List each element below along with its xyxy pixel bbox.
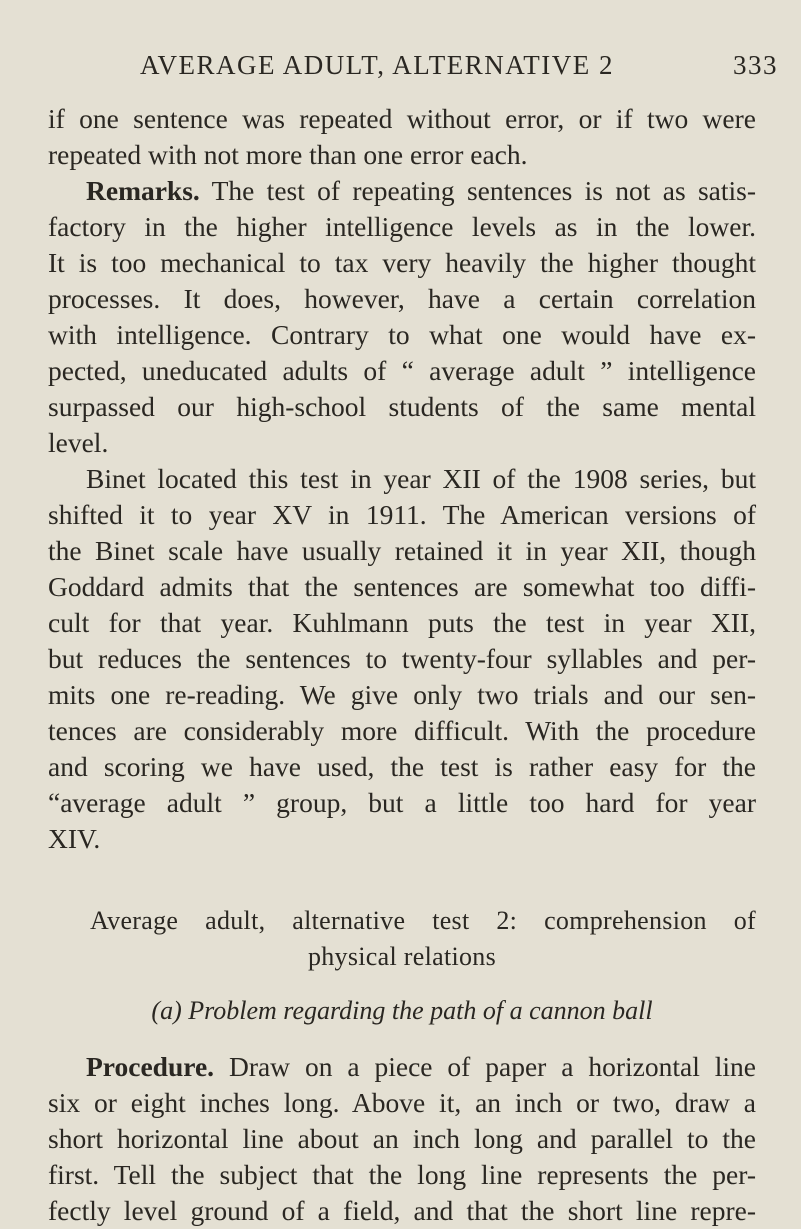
text-line: pected, uneducated adults of “ average adult ” intelligence xyxy=(48,355,756,386)
text-line: with intelligence. Contrary to what one would have ex- xyxy=(48,319,756,350)
text-line: surpassed our high-school students of the same mental xyxy=(48,391,756,422)
text-line: level. xyxy=(48,427,109,458)
text-line: Goddard admits that the sentences are somewhat too diffi- xyxy=(48,571,756,602)
text-line: “average adult ” group, but a little too hard for year xyxy=(48,787,756,818)
text-line: first. Tell the subject that the long line represents the per- xyxy=(48,1159,756,1190)
text-line: short horizontal line about an inch long and parallel to the xyxy=(48,1123,756,1154)
text-line: processes. It does, however, have a certain correlation xyxy=(48,283,756,314)
text-line: but reduces the sentences to twenty-four syllables and per- xyxy=(48,643,756,674)
text-line: cult for that year. Kuhlmann puts the test in year XII, xyxy=(48,607,756,638)
section-subheading: (a) Problem regarding the path of a cannon ball xyxy=(151,996,653,1025)
text-line: the Binet scale have usually retained it in year XII, though xyxy=(48,535,756,566)
text-line: repeated with not more than one error each. xyxy=(48,139,528,170)
running-head-title: AVERAGE ADULT, ALTERNATIVE 2 xyxy=(140,50,615,80)
text-line: factory in the higher intelligence levels as in the lower. xyxy=(48,211,756,242)
text-line: Binet located this test in year XII of the 1908 series, but xyxy=(86,463,756,494)
text-line: It is too mechanical to tax very heavily the higher thought xyxy=(48,247,756,278)
text-line: mits one re-reading. We give only two trials and our sen- xyxy=(48,679,756,710)
remarks-first-line xyxy=(86,173,756,209)
text-line: and scoring we have used, the test is rather easy for the xyxy=(48,751,756,782)
remarks-lead: Remarks. xyxy=(86,175,200,206)
procedure-first-line xyxy=(86,1049,756,1085)
text-line: six or eight inches long. Above it, an inch or two, draw a xyxy=(48,1087,756,1118)
text-line: fectly level ground of a field, and that the short line repre- xyxy=(48,1195,756,1226)
running-head xyxy=(0,50,801,90)
page-number: 333 xyxy=(733,50,778,80)
text-line: if one sentence was repeated without error, or if two were xyxy=(48,103,756,134)
procedure-lead: Procedure. xyxy=(86,1051,215,1082)
text-line: tences are considerably more difficult. With the procedure xyxy=(48,715,756,746)
text-run: Draw on a piece of paper a horizontal line xyxy=(214,1051,756,1082)
section-heading-line2: physical relations xyxy=(307,942,497,971)
text-run: The test of repeating sentences is not as satis- xyxy=(199,175,756,206)
text-line: shifted it to year XV in 1911. The American versions of xyxy=(48,499,756,530)
text-line: XIV. xyxy=(48,823,101,854)
section-heading-line1: Average adult, alternative test 2: comprehension of xyxy=(90,906,756,935)
